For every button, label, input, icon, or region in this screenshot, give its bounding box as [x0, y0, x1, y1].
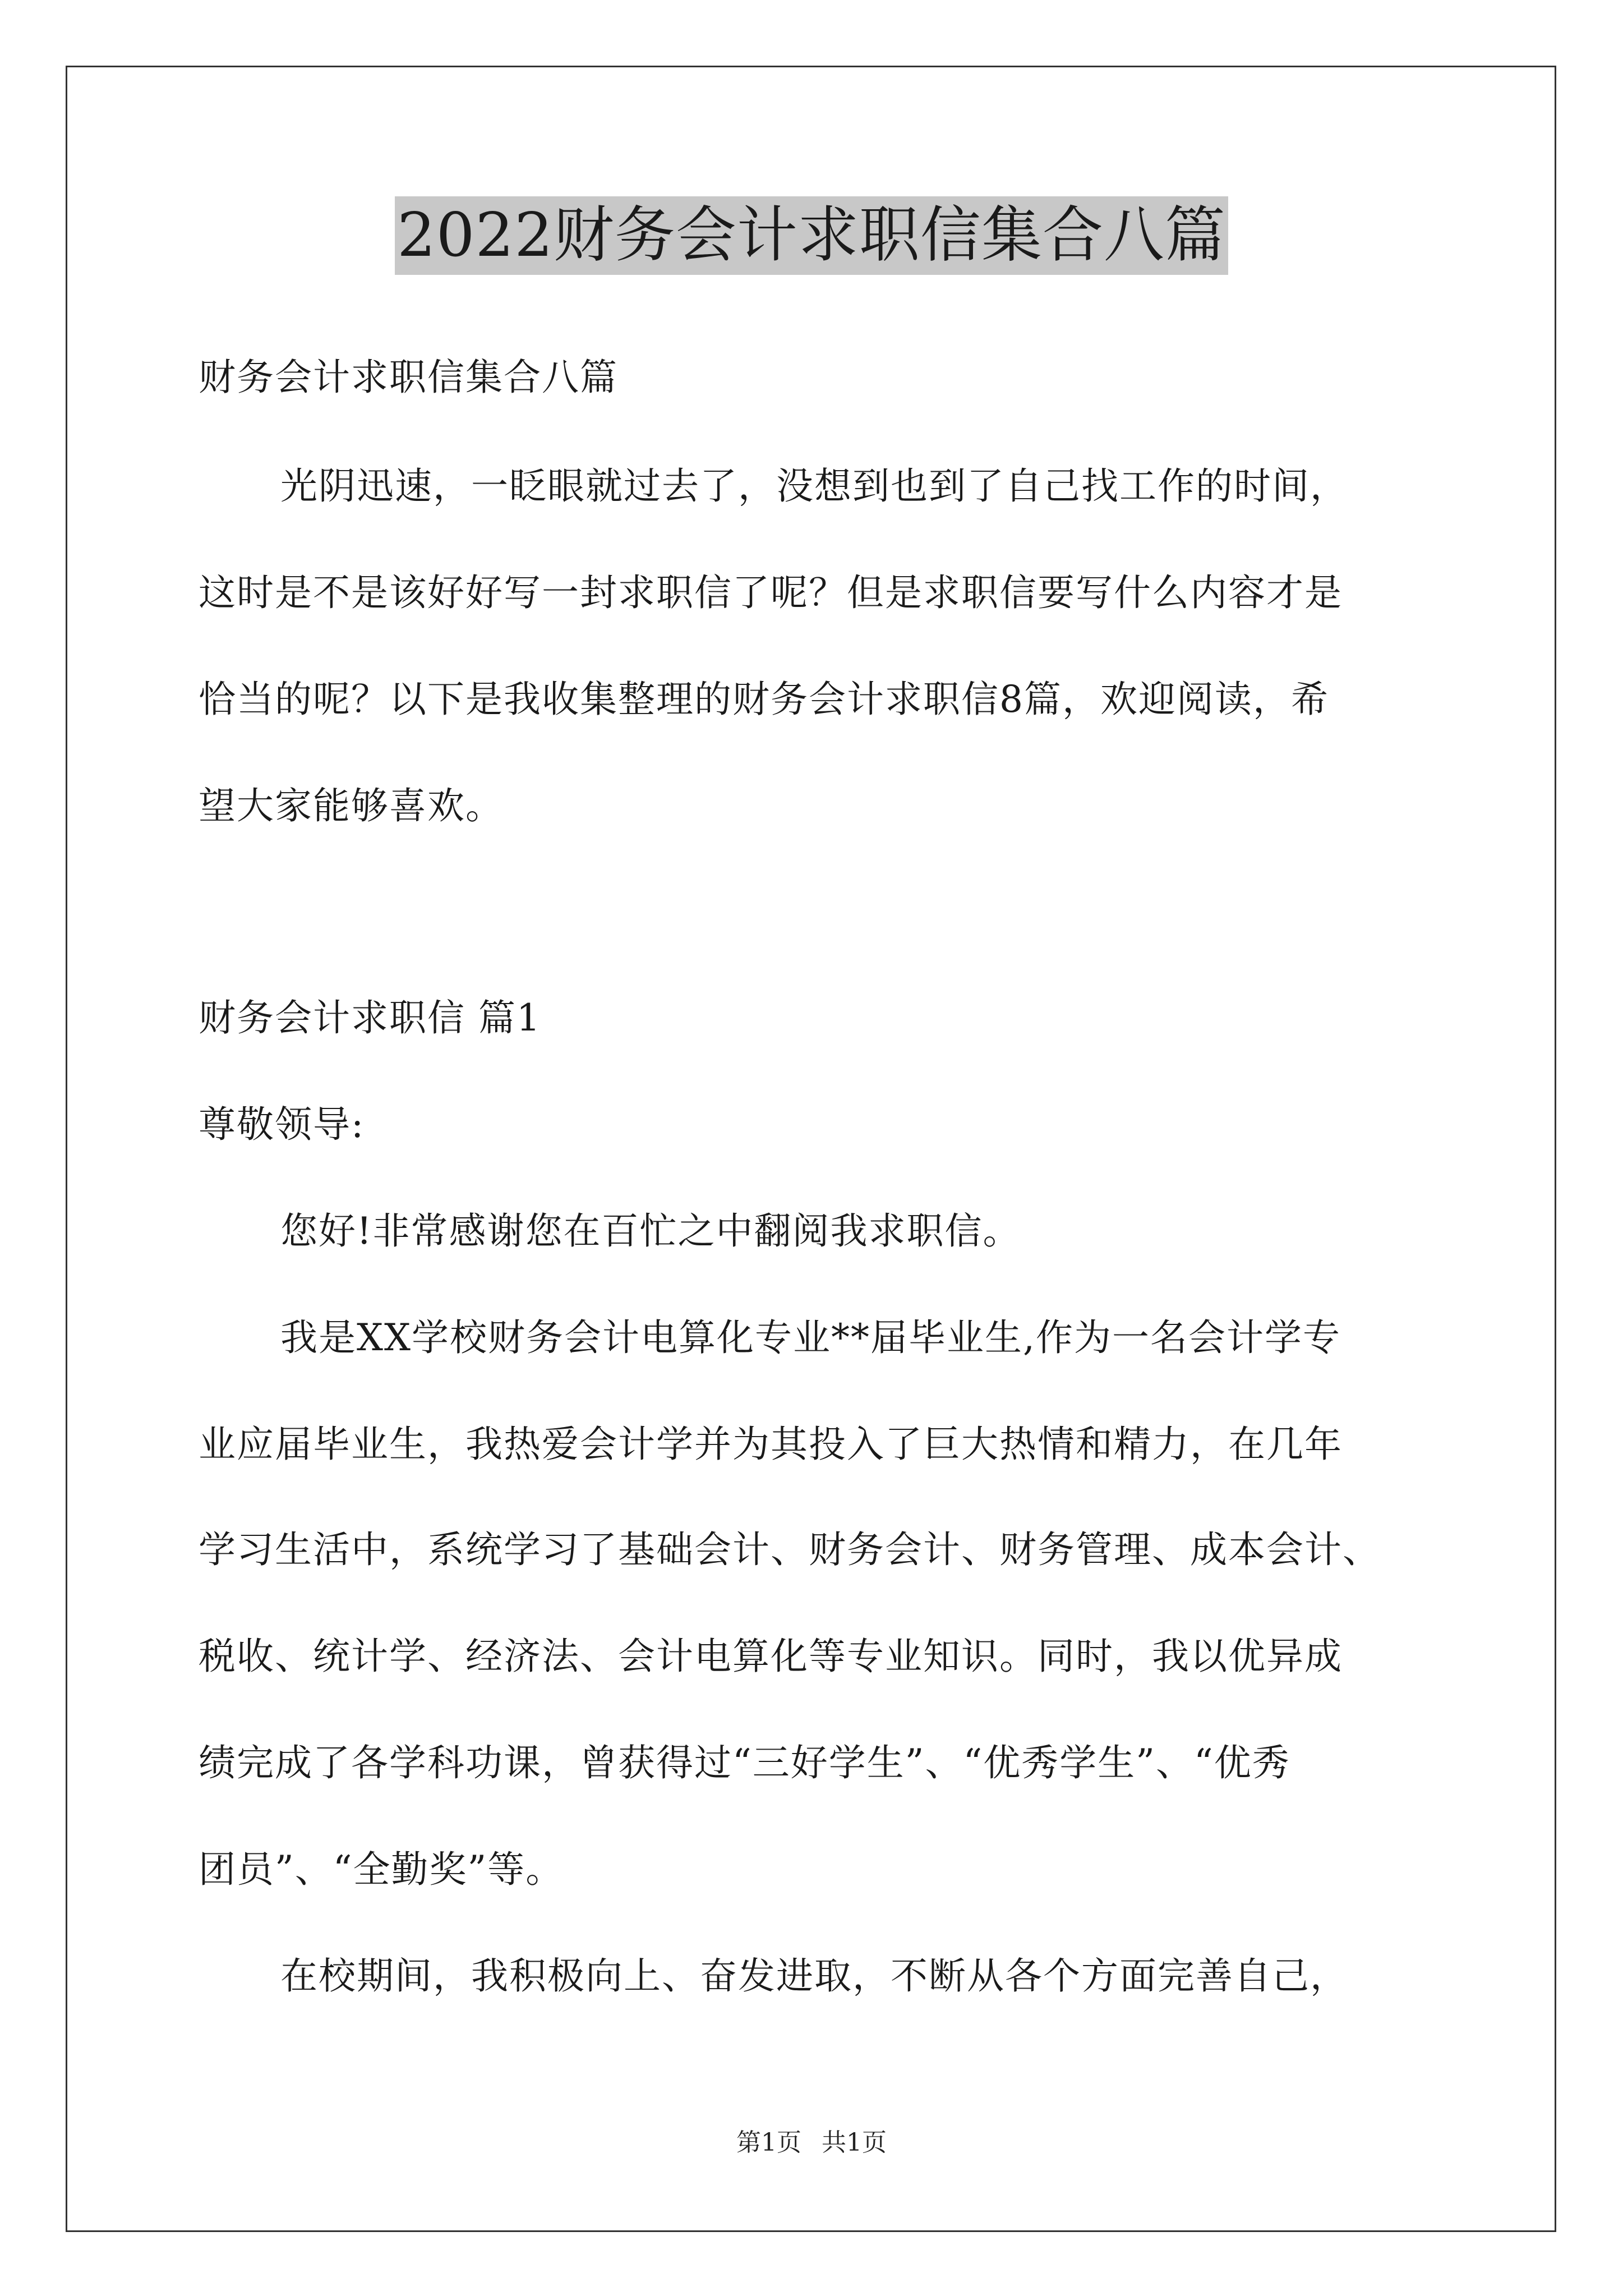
- body-paragraph-line: 在校期间，我积极向上、奋发进取，不断从各个方面完善自己，: [280, 1954, 1348, 1998]
- body-paragraph-line: 学习生活中，系统学习了基础会计、财务会计、财务管理、成本会计、: [199, 1528, 1381, 1571]
- body-paragraph-line: 绩完成了各学科功课，曾获得过“三好学生”、“优秀学生”、“优秀: [199, 1741, 1290, 1784]
- greeting-line: 您好!非常感谢您在百忙之中翻阅我求职信。: [280, 1209, 1021, 1253]
- page-number-current: 第1页: [736, 2128, 801, 2157]
- title-container: [0, 196, 1623, 275]
- salutation: 尊敬领导:: [199, 1103, 365, 1146]
- intro-paragraph-line: 恰当的呢？以下是我收集整理的财务会计求职信8篇，欢迎阅读，希: [199, 678, 1329, 721]
- body-paragraph-line: 税收、统计学、经济法、会计电算化等专业知识。同时，我以优异成: [199, 1635, 1343, 1678]
- page-footer: [0, 2126, 1623, 2160]
- document-title: 2022财务会计求职信集合八篇: [395, 196, 1228, 275]
- body-paragraph-line: 团员”、“全勤奖”等。: [199, 1848, 564, 1891]
- body-paragraph-line: 我是XX学校财务会计电算化专业**届毕业生,作为一名会计学专: [280, 1316, 1341, 1359]
- intro-paragraph-line: 光阴迅速，一眨眼就过去了，没想到也到了自己找工作的时间，: [280, 464, 1348, 508]
- intro-paragraph-line: 望大家能够喜欢。: [199, 784, 504, 827]
- page-number-total: 共1页: [822, 2128, 887, 2157]
- document-subtitle: 财务会计求职信集合八篇: [199, 356, 618, 399]
- intro-paragraph-line: 这时是不是该好好写一封求职信了呢？但是求职信要写什么内容才是: [199, 571, 1343, 614]
- section-heading: 财务会计求职信 篇1: [199, 996, 541, 1039]
- body-paragraph-line: 业应届毕业生，我热爱会计学并为其投入了巨大热情和精力，在几年: [199, 1423, 1343, 1466]
